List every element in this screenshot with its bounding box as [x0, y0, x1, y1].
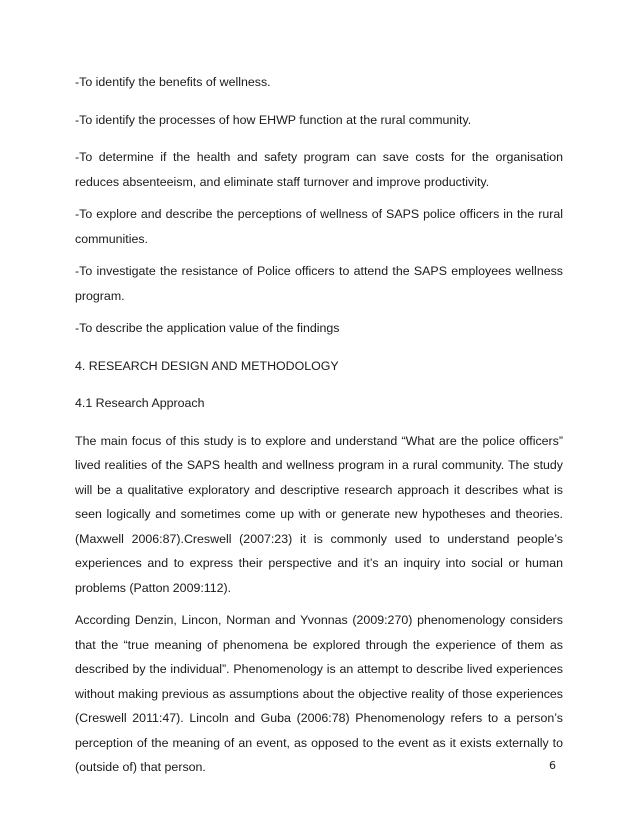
objective-resistance: -To investigate the resistance of Police officers to attend the SAPS employees wellness program.: [75, 264, 563, 303]
document-body: [75, 70, 563, 788]
page-number: 6: [549, 759, 556, 772]
objective-costs: -To determine if the health and safety program can save costs for the organisation reduces absenteeism, and eliminate staff turnover and improve productivity.: [75, 150, 563, 189]
research-approach-paragraph: The main focus of this study is to explore and understand “What are the police officers” lived realities of the SAPS health and wellness program in a rural community. The study will be a qualitative exploratory and descriptive research approach it describes what is seen logically and sometimes come up with or generate new hypotheses and theories.(Maxwell 2006:87).Creswell (2007:23) it is commonly used to understand people’s experiences and to express their perspective and it’s an inquiry into social or human problems (Patton 2009:112).: [75, 433, 563, 595]
subsection-heading: 4.1 Research Approach: [75, 396, 205, 410]
section-heading: 4. RESEARCH DESIGN AND METHODOLOGY: [75, 358, 339, 373]
objective-processes: -To identify the processes of how EHWP function at the rural community.: [75, 112, 472, 127]
objective-benefits: -To identify the benefits of wellness.: [75, 75, 271, 89]
objective-application: -To describe the application value of the findings: [75, 321, 340, 335]
objective-perceptions: -To explore and describe the perceptions of wellness of SAPS police officers in the rural communities.: [75, 207, 563, 246]
phenomenology-paragraph: According Denzin, Lincon, Norman and Yvonnas (2009:270) phenomenology considers that the “true meaning of phenomena be explored through the experience of them as described by the individual”. Phenomenology is an attempt to describe lived experiences without making previous as assumptions about the objective reality of those experiences (Creswell 2011:47). Lincoln and Guba (2006:78) Phenomenology refers to a person’s perception of the meaning of an event, as opposed to the event as it exists externally to (outside of) that person.: [75, 613, 563, 774]
